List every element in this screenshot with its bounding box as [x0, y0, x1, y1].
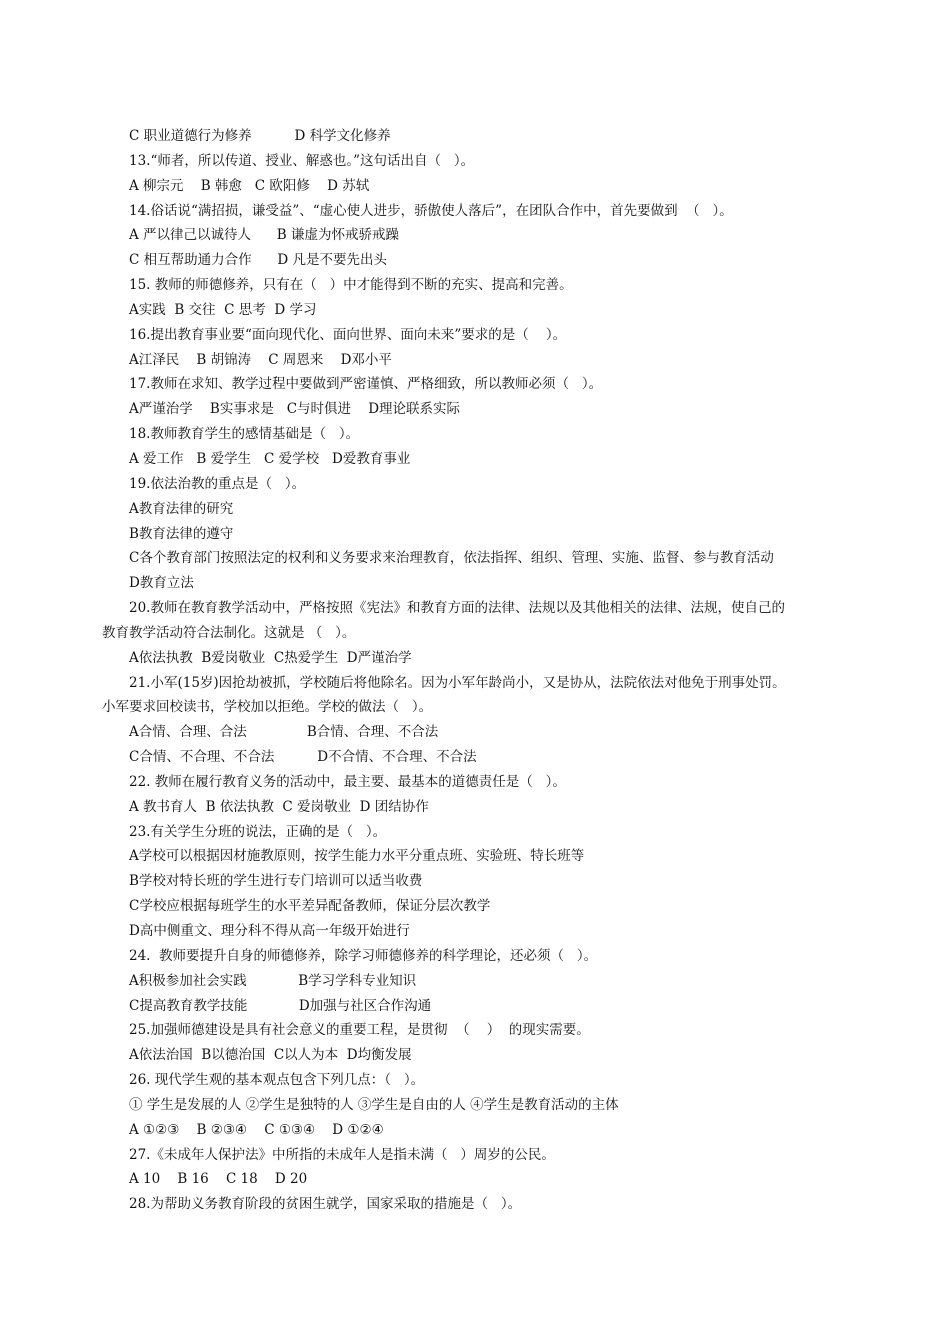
text-line: A ①②③ B ②③④ C ①③④ D ①②④: [129, 1121, 384, 1138]
text-line: 教育教学活动符合法制化。这就是 （ ）。: [102, 624, 356, 641]
text-line: 小军要求回校读书，学校加以拒绝。学校的做法（ ）。: [102, 699, 433, 716]
text-line: 16.提出教育事业要“面向现代化、面向世界、面向未来”要求的是（ ）。: [129, 326, 567, 343]
text-line: A 严以律己以诚待人 B 谦虚为怀戒骄戒躁: [129, 227, 399, 244]
text-line: 14.俗话说“满招损，谦受益”、“虚心使人进步，骄傲使人落后”，在团队合作中，首先要做到 （ ）。: [129, 202, 733, 219]
text-line: A实践 B 交往 C 思考 D 学习: [129, 301, 317, 318]
text-line: 24. 教师要提升自身的师德修养，除学习师德修养的科学理论，还必须（ ）。: [129, 947, 598, 964]
exam-question-list: [102, 124, 842, 1217]
text-line: C 职业道德行为修养 D 科学文化修养: [129, 128, 391, 144]
text-line: 19.依法治教的重点是（ ）。: [129, 475, 306, 492]
text-line: B学校对特长班的学生进行专门培训可以适当收费: [129, 873, 423, 890]
text-line: 26. 现代学生观的基本观点包含下列几点：（ ）。: [129, 1072, 425, 1089]
text-line: A 柳宗元 B 韩愈 C 欧阳修 D 苏轼: [129, 177, 370, 194]
text-line: A积极参加社会实践 B学习学科专业知识: [129, 972, 417, 989]
text-line: D教育立法: [129, 575, 194, 592]
text-line: 22. 教师在履行教育义务的活动中，最主要、最基本的道德责任是（ ）。: [129, 773, 566, 790]
text-line: A 10 B 16 C 18 D 20: [129, 1171, 308, 1188]
text-line: ① 学生是发展的人 ②学生是独特的人 ③学生是自由的人 ④学生是教育活动的主体: [129, 1096, 619, 1113]
text-line: B教育法律的遵守: [129, 525, 234, 542]
text-line: 23.有关学生分班的说法，正确的是（ ）。: [129, 823, 387, 840]
text-line: 17.教师在求知、教学过程中要做到严密谨慎、严格细致，所以教师必须（ ）。: [129, 376, 603, 393]
text-line: A依法治国 B以德治国 C以人为本 D均衡发展: [129, 1047, 412, 1064]
text-line: C 相互帮助通力合作 D 凡是不要先出头: [129, 252, 387, 269]
text-line: A严谨治学 B实事求是 C与时俱进 D理论联系实际: [129, 401, 461, 418]
text-line: 20.教师在教育教学活动中，严格按照《宪法》和教育方面的法律、法规以及其他相关的法律、法规，使自己的: [129, 600, 785, 617]
text-line: 18.教师教育学生的感情基础是（ ）。: [129, 426, 360, 443]
text-line: A学校可以根据因材施教原则，按学生能力水平分重点班、实验班、特长班等: [129, 848, 585, 865]
text-line: A合情、合理、合法 B合情、合理、不合法: [129, 724, 439, 741]
text-line: 25.加强师德建设是具有社会意义的重要工程，是贯彻 （ ） 的现实需要。: [129, 1022, 590, 1039]
text-line: D高中侧重文、理分科不得从高一年级开始进行: [129, 923, 410, 939]
text-line: C学校应根据每班学生的水平差异配备教师，保证分层次教学: [129, 898, 491, 915]
text-line: C各个教育部门按照法定的权利和义务要求来治理教育，依法指挥、组织、管理、实施、监督、参与教育活动: [129, 550, 774, 567]
text-line: 13.“师者，所以传道、授业、解惑也。”这句话出自（ ）。: [129, 152, 475, 169]
text-line: 28.为帮助义务教育阶段的贫困生就学，国家采取的措施是（ ）。: [129, 1196, 522, 1213]
text-line: 27.《未成年人保护法》中所指的未成年人是指未满（ ）周岁的公民。: [129, 1146, 555, 1163]
text-line: 15. 教师的师德修养，只有在（ ）中才能得到不断的充实、提高和完善。: [129, 277, 573, 294]
text-line: A 教书育人 B 依法执教 C 爱岗敬业 D 团结协作: [129, 798, 429, 815]
text-line: A 爱工作 B 爱学生 C 爱学校 D爱教育事业: [129, 450, 411, 467]
text-line: A江泽民 B 胡锦涛 C 周恩来 D邓小平: [129, 351, 392, 368]
text-line: A依法执教 B爱岗敬业 C热爱学生 D严谨治学: [129, 649, 412, 666]
text-line: A教育法律的研究: [129, 500, 234, 517]
text-line: C提高教育教学技能 D加强与社区合作沟通: [129, 997, 432, 1014]
text-line: 21.小军(15岁)因抢劫被抓，学校随后将他除名。因为小军年龄尚小，又是协从，法院依法对他免于刑事处罚。: [129, 674, 786, 691]
text-line: C合情、不合理、不合法 D不合情、不合理、不合法: [129, 749, 477, 766]
